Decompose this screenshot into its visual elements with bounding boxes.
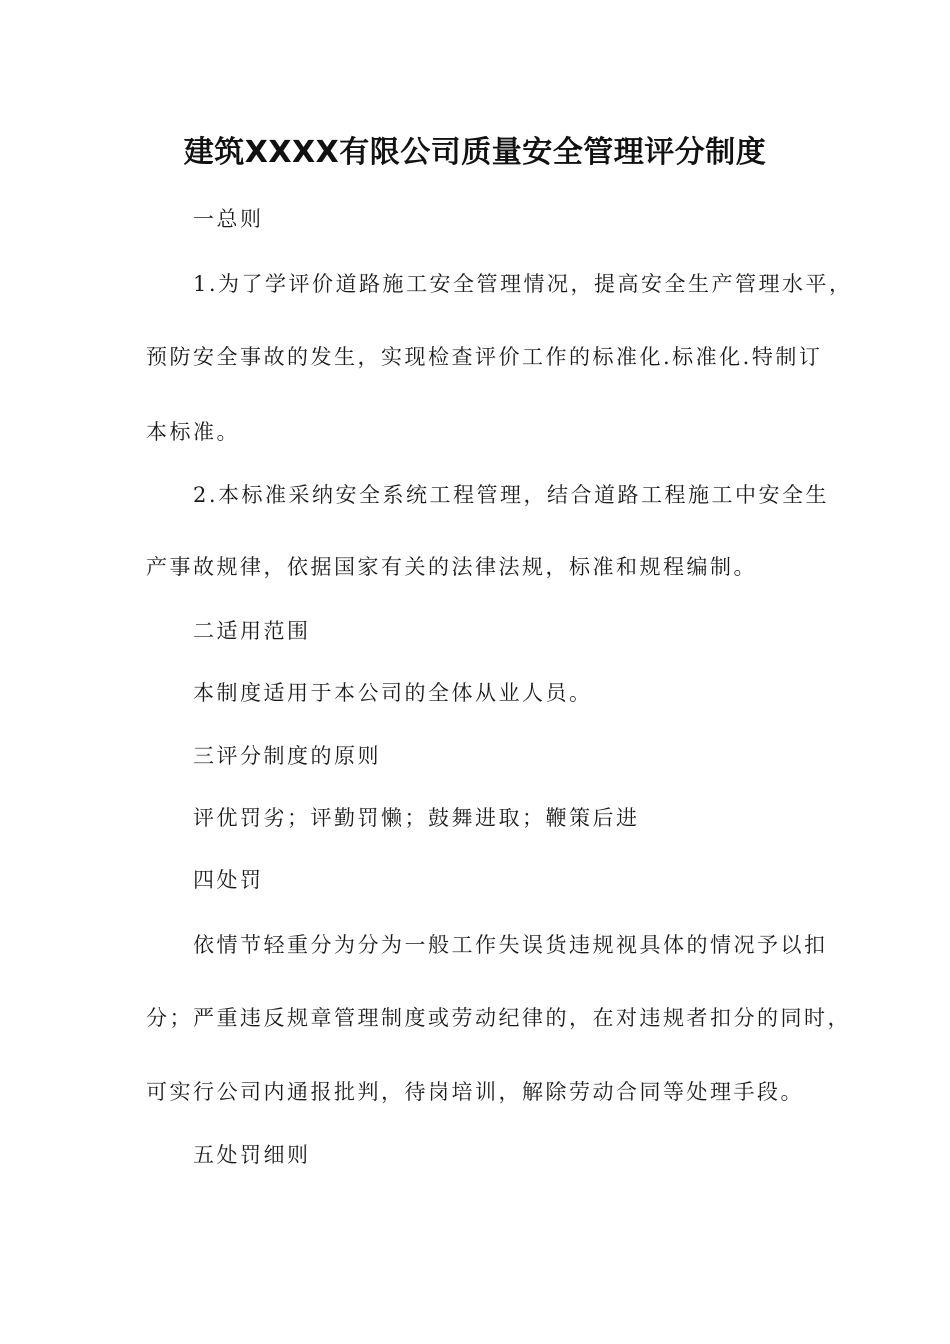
section-heading-penalty-details: 五处罚细则 (193, 1143, 311, 1167)
paragraph-line: 依情节轻重分为分为一般工作失误货违规视具体的情况予以扣 (193, 933, 828, 957)
paragraph-line: 2.本标准采纳安全系统工程管理，结合道路工程施工中安全生 (193, 483, 830, 507)
paragraph-line: 分；严重违反规章管理制度或劳动纪律的，在对违规者扣分的同时， (146, 1006, 851, 1030)
paragraph-line: 评优罚劣；评勤罚懒；鼓舞进取；鞭策后进 (193, 806, 640, 830)
section-heading-principles: 三评分制度的原则 (193, 744, 381, 768)
paragraph-line: 本标准。 (146, 420, 240, 444)
section-heading-general: 一总则 (193, 207, 264, 231)
paragraph-line: 可实行公司内通报批判，待岗培训，解除劳动合同等处理手段。 (146, 1080, 804, 1104)
paragraph-line: 预防安全事故的发生，实现检查评价工作的标准化.标准化.特制订 (146, 345, 823, 369)
paragraph-line: 产事故规律，依据国家有关的法律法规，标准和规程编制。 (146, 555, 757, 579)
section-heading-scope: 二适用范围 (193, 619, 311, 643)
paragraph-line: 1.为了学评价道路施工安全管理情况，提高安全生产管理水平， (193, 272, 853, 296)
paragraph-line: 本制度适用于本公司的全体从业人员。 (193, 681, 593, 705)
document-title: 建筑XXXX有限公司质量安全管理评分制度 (183, 135, 767, 170)
section-heading-penalty: 四处罚 (193, 868, 264, 892)
